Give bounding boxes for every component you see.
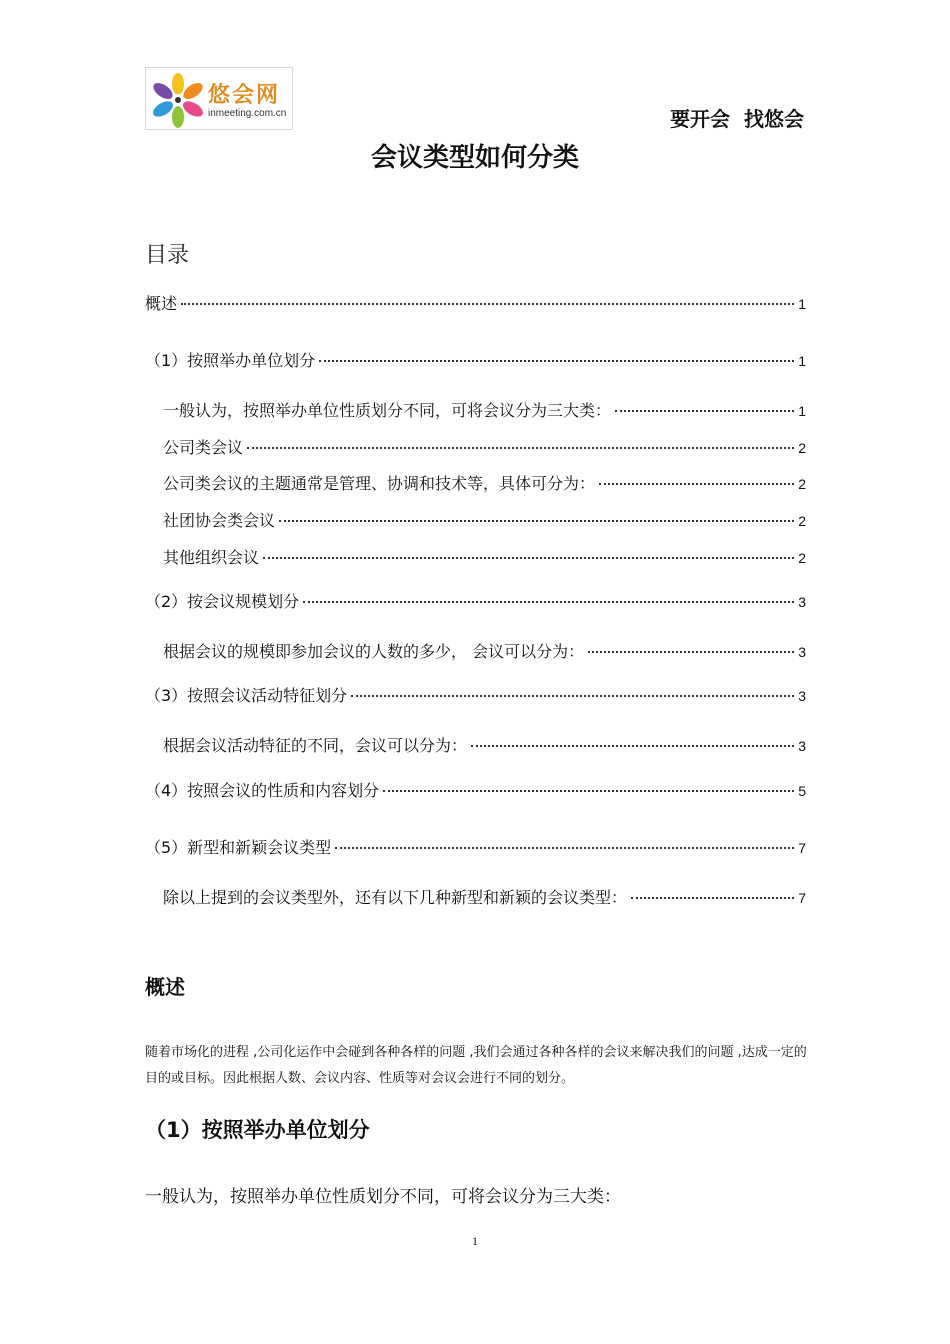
toc-entry[interactable] [145, 291, 806, 315]
toc-entry-page: 2 [798, 476, 806, 492]
toc-entry[interactable] [163, 733, 806, 757]
toc-entry-page: 2 [798, 550, 806, 566]
toc-leader-dots [588, 651, 794, 653]
logo-text-en: inmeeting.com.cn [208, 108, 287, 119]
toc-entry-page: 3 [798, 738, 806, 754]
toc-leader-dots [471, 745, 794, 747]
toc-entry-page: 7 [798, 890, 806, 906]
toc-leader-dots [631, 897, 794, 899]
header-slogan: 要开会 找悠会 [670, 107, 804, 131]
toc-leader-dots [263, 557, 794, 559]
toc-entry-page: 3 [798, 644, 806, 660]
document-title: 会议类型如何分类 [370, 143, 579, 173]
toc-entry[interactable] [145, 589, 806, 613]
toc-entry-label: 除以上提到的会议类型外，还有以下几种新型和新颖的会议类型： [163, 888, 628, 907]
flower-logo-icon [148, 71, 208, 129]
toc-leader-dots [319, 360, 794, 362]
toc-entry[interactable] [145, 348, 806, 372]
toc-entry[interactable] [163, 471, 806, 495]
toc-entry-label: （3）按照会议活动特征划分 [145, 686, 348, 705]
toc-entry-label: 其他组织会议 [163, 548, 260, 567]
toc-entry[interactable] [145, 683, 806, 707]
toc-entry-label: 公司类会议 [163, 438, 244, 457]
toc-entry-label: 一般认为，按照举办单位性质划分不同，可将会议分为三大类： [163, 401, 612, 420]
toc-entry[interactable] [163, 545, 806, 569]
toc-entry-label: 社团协会类会议 [163, 511, 276, 530]
toc-entry-page: 2 [798, 513, 806, 529]
toc-entry-page: 1 [798, 353, 806, 369]
overview-paragraph: 随着市场化的进程 ,公司化运作中会碰到各种各样的问题 ,我们会通过各种各样的会议来解决我们的问题 ,达成一定的目的或目标。因此根据人数、会议内容、性质等对会议会进行不同的划分。 [145, 1045, 807, 1086]
toc-entry[interactable] [163, 508, 806, 532]
section-1-paragraph: 一般认为，按照举办单位性质划分不同，可将会议分为三大类： [145, 1187, 621, 1207]
toc-entry-page: 7 [798, 840, 806, 856]
toc-entry-label: 概述 [145, 294, 178, 313]
toc-entry-label: （2）按会议规模划分 [145, 592, 300, 611]
toc-entry-page: 5 [798, 783, 806, 799]
toc-entry[interactable] [163, 885, 806, 909]
toc-entry[interactable] [145, 778, 806, 802]
toc-leader-dots [303, 601, 794, 603]
toc-entry-label: （5）新型和新颖会议类型 [145, 838, 332, 857]
toc-entry-page: 3 [798, 688, 806, 704]
toc-leader-dots [279, 520, 794, 522]
toc-leader-dots [351, 695, 794, 697]
toc-entry-page: 1 [798, 403, 806, 419]
toc-leader-dots [181, 303, 794, 305]
toc-leader-dots [599, 483, 794, 485]
toc-entry-label: 公司类会议的主题通常是管理、协调和技术等，具体可分为： [163, 474, 596, 493]
logo-text-cn: 悠会网 [208, 82, 281, 108]
toc-entry[interactable] [163, 435, 806, 459]
toc-leader-dots [383, 790, 794, 792]
section-1-heading: （1）按照举办单位划分 [145, 1118, 370, 1142]
toc-entry[interactable] [163, 639, 806, 663]
toc-entry-label: 根据会议活动特征的不同，会议可以分为： [163, 736, 468, 755]
inmeeting-logo [145, 67, 293, 130]
toc-leader-dots [335, 847, 794, 849]
toc-leader-dots [247, 447, 794, 449]
toc-leader-dots [615, 410, 794, 412]
toc-entry-label: 根据会议的规模即参加会议的人数的多少， 会议可以分为： [163, 642, 585, 661]
toc-heading: 目录 [145, 243, 190, 268]
toc-entry-label: （4）按照会议的性质和内容划分 [145, 781, 380, 800]
toc-entry-page: 2 [798, 440, 806, 456]
toc-entry-page: 1 [798, 296, 806, 312]
toc-entry-label: （1）按照举办单位划分 [145, 351, 316, 370]
toc-entry[interactable] [145, 835, 806, 859]
toc-entry[interactable] [163, 398, 806, 422]
overview-heading: 概述 [145, 975, 185, 999]
page-number: 1 [472, 1234, 478, 1248]
toc-entry-page: 3 [798, 594, 806, 610]
